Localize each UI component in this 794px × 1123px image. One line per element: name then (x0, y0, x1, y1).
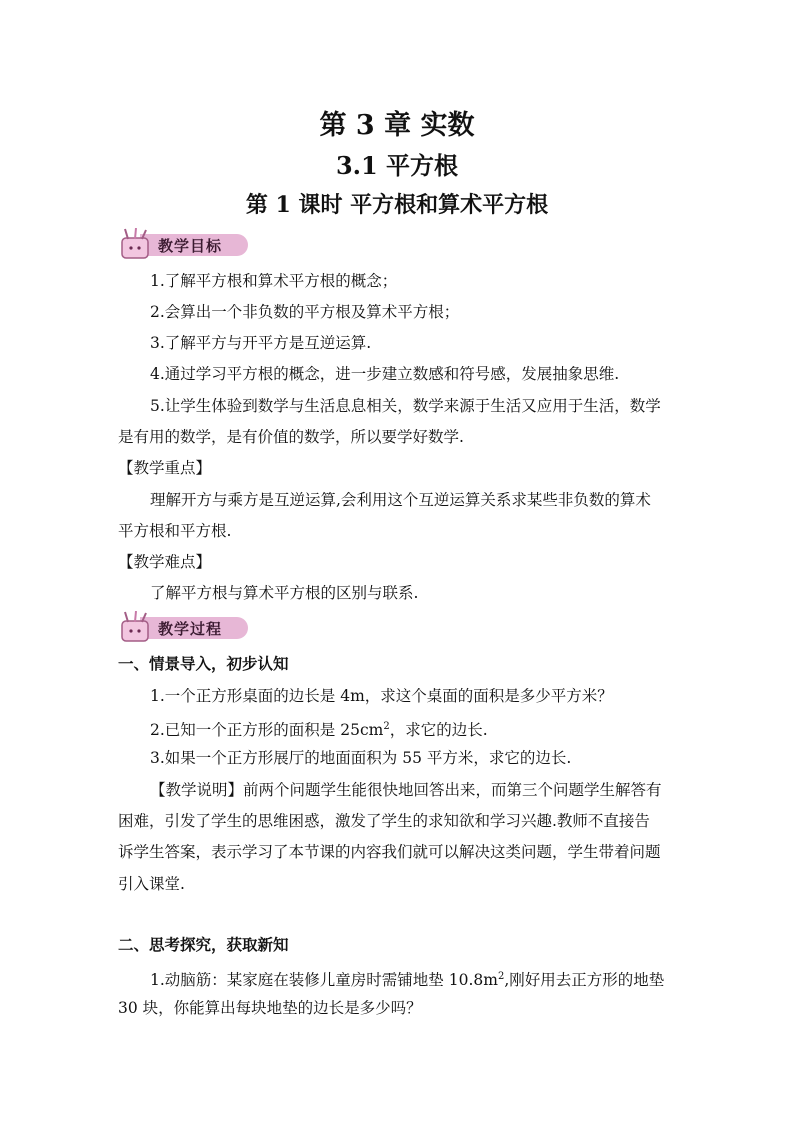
goal-item-3: 3.了解平方与开平方是互逆运算. (150, 334, 372, 352)
part2-line-2: 30 块，你能算出每块地垫的边长是多少吗？ (118, 999, 422, 1017)
key-point-line-1: 理解开方与乘方是互逆运算,会利用这个互逆运算关系求某些非负数的算术 (150, 491, 651, 509)
key-point-line-2: 平方根和平方根. (118, 522, 232, 540)
part1-question-1: 1.一个正方形桌面的边长是 4m，求这个桌面的面积是多少平方米？ (150, 687, 613, 705)
process-badge (118, 611, 248, 641)
part1-heading: 一、情景导入，初步认知 (118, 654, 289, 673)
goal-item-5-line-1: 5.让学生体验到数学与生活息息相关，数学来源于生活又应用于生活，数学 (150, 397, 661, 415)
section-title: 3.1 平方根 (335, 151, 459, 180)
goal-item-5-line-2: 是有用的数学，是有价值的数学，所以要学好数学. (118, 428, 464, 446)
chapter-title: 第 3 章 实数 (319, 110, 475, 141)
pen-holder-icon (118, 611, 158, 643)
part1-question-3: 3.如果一个正方形展厅的地面面积为 55 平方米，求它的边长. (150, 749, 572, 767)
part1-note-line-1: 【教学说明】前两个问题学生能很快地回答出来，而第三个问题学生解答有 (150, 781, 662, 799)
key-point-heading: 【教学重点】 (118, 459, 212, 477)
part2-heading: 二、思考探究，获取新知 (118, 935, 289, 954)
difficulty-line: 了解平方根与算术平方根的区别与联系. (150, 584, 419, 602)
pen-holder-icon (118, 228, 158, 260)
goal-item-2: 2.会算出一个非负数的平方根及算术平方根； (150, 303, 460, 321)
process-badge-label: 教学过程 (158, 620, 223, 638)
goals-badge (118, 228, 248, 258)
goal-item-4: 4.通过学习平方根的概念，进一步建立数感和符号感，发展抽象思维. (150, 365, 620, 383)
part1-note-line-3: 诉学生答案，表示学习了本节课的内容我们就可以解决这类问题，学生带着问题 (118, 843, 661, 861)
lesson-title: 第 1 课时 平方根和算术平方根 (245, 192, 549, 218)
goal-item-1: 1.了解平方根和算术平方根的概念； (150, 272, 398, 290)
part2-line-1: 1.动脑筋：某家庭在装修儿童房时需铺地垫 $10.8m^2$,刚好用去正方形的地垫 (150, 971, 665, 990)
part1-question-2: 2.已知一个正方形的面积是 $25cm^2$，求它的边长. (150, 721, 488, 740)
part1-note-line-2: 困难，引发了学生的思维困惑，激发了学生的求知欲和学习兴趣.教师不直接告 (118, 812, 650, 830)
part1-note-line-4: 引入课堂. (118, 875, 185, 893)
difficulty-heading: 【教学难点】 (118, 553, 212, 571)
goals-badge-label: 教学目标 (158, 237, 223, 255)
